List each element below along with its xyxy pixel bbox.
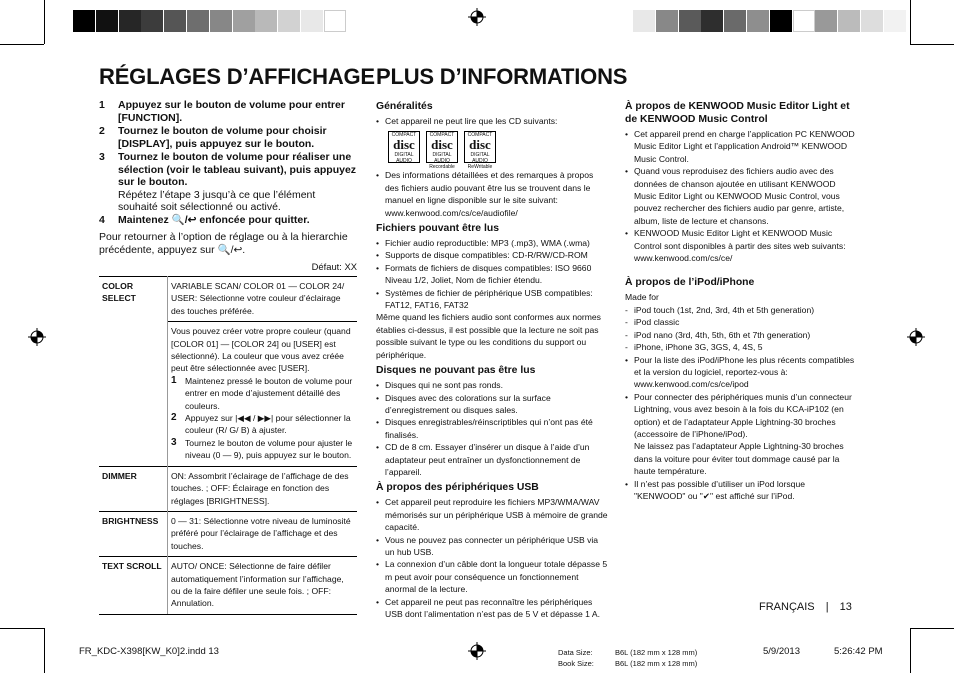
compact-disc-rewritable-logo: COMPACT disc DIGITAL AUDIO ReWritable [464, 131, 496, 163]
color-swatch [861, 10, 883, 32]
color-swatch [724, 10, 746, 32]
heading-usb-devices: À propos des périphériques USB [376, 482, 539, 494]
color-swatch [210, 10, 232, 32]
color-swatch [119, 10, 141, 32]
list-item: - iPod classic [625, 316, 855, 328]
list-item: • Disques avec des colorations sur la surface d’enregistrement ou disques sales. [376, 392, 608, 417]
setting-key: TEXT SCROLL [99, 557, 168, 615]
default-label: Défaut: XX [311, 261, 357, 272]
crop-mark [910, 628, 954, 629]
crop-mark [910, 0, 911, 44]
list-item: • Disques qui ne sont pas ronds. [376, 379, 608, 391]
print-time: 5:26:42 PM [834, 646, 883, 657]
crop-mark [0, 44, 44, 45]
heading-general: Généralités [376, 101, 433, 112]
color-swatch [301, 10, 323, 32]
list-item: • Cet appareil ne peut pas reconnaître les périphériques USB dont l’alimentation n’est pas de 5 V et dépasse 1 A. [376, 596, 608, 621]
color-swatch [633, 10, 655, 32]
crop-mark [44, 628, 45, 673]
page-number: 13 [839, 601, 852, 613]
middle-column [376, 97, 608, 620]
color-swatch [656, 10, 678, 32]
registration-mark-icon [28, 328, 46, 346]
page-footer [759, 601, 852, 613]
color-swatch [233, 10, 255, 32]
color-swatch [747, 10, 769, 32]
disc-logos [388, 131, 608, 171]
heading-kenwood-music: À propos de KENWOOD Music Editor Light et de KENWOOD Music Control [625, 101, 850, 125]
color-swatch [679, 10, 701, 32]
section-title-display-settings: RÉGLAGES D’AFFICHAGE [99, 64, 375, 89]
color-swatch [187, 10, 209, 32]
separator: | [825, 601, 829, 613]
color-swatch [141, 10, 163, 32]
list-item: • Cet appareil peut reproduire les fichiers MP3/WMA/WAV mémorisés sur un périphérique USB à mémoire de grande capacité. [376, 496, 608, 533]
book-size-value: B6L (182 mm x 128 mm) [615, 659, 698, 668]
color-swatch [73, 10, 95, 32]
setting-key: DIMMER [99, 466, 168, 511]
made-for-label: Made for [625, 292, 659, 303]
print-date: 5/9/2013 [763, 646, 800, 657]
table-row [99, 466, 357, 511]
audiofile-url: www.kenwood.com/cs/ce/audiofile/ [385, 207, 518, 218]
step-4: 4 Maintenez 🔍/↩ enfoncée pour quitter. [99, 214, 310, 226]
heading-ipod-iphone: À propos de l’iPod/iPhone [625, 277, 755, 289]
crop-mark [910, 44, 954, 45]
setting-value: ON: Assombrit l’éclairage de l’affichage de des touches. ; OFF: Éclairage en fonction des réglages [BRIGHTNESS]. [168, 466, 358, 511]
setting-key: BRIGHTNESS [99, 511, 168, 556]
list-item: • Pour connecter des périphériques munis d’un connecteur Lightning, vous avez besoin à la fois du KCA-iP102 (en option) et de l’adaptateur Apple Lightning-30 broches (accessoire de l’iPhone/iPod). [625, 391, 855, 441]
color-swatch [793, 10, 815, 32]
list-item: • Cet appareil ne peut lire que les CD suivants: [376, 115, 608, 127]
list-item: • CD de 8 cm. Essayer d’insérer un disque à l’aide d’un adaptateur peut entraîner un dysfonctionnement de l’appareil. [376, 441, 608, 478]
step-3: 3 Tournez le bouton de volume pour réaliser une sélection (voir le tableau suivant), puis appuyez sur le bouton. Répétez l’étape 3 jusqu’à ce que l’élément souhaité soit sélectionné ou activé. [99, 151, 357, 214]
registration-mark-icon [468, 642, 486, 660]
ipod-url: www.kenwood.com/cs/ce/ipod [634, 379, 749, 390]
color-swatch [324, 10, 346, 32]
step-3-note: Répétez l’étape 3 jusqu’à ce que l’élément souhaité soit sélectionné ou activé. [118, 188, 316, 214]
setting-detail: Vous pouvez créer votre propre couleur (quand [COLOR 01] — [COLOR 24] ou [USER] est sélectionné). La couleur que vous avez créée peut être sélectionnée avec [USER]. 1 Maintenez pressé le bouton de volume pour entrer en mode d’ajustement détaillé des couleurs. 2 Appuyez sur |◀◀ / ▶▶| pour sélectionner la couleur (R/ G/ B) à ajuster. 3 Tournez le bouton de volume pour ajuster le niveau (0 — 9), puis appuyez sur le bouton. [168, 322, 358, 466]
lightning-note: Ne laissez pas l’adaptateur Apple Lightning-30 broches dans la voiture pour éviter tout dommage causé par la haute température. [634, 441, 844, 477]
list-item: - iPhone, iPhone 3G, 3GS, 4, 4S, 5 [625, 341, 855, 353]
color-swatch [884, 10, 906, 32]
setting-key: COLOR SELECT [99, 277, 168, 467]
list-item: - iPod nano (3rd, 4th, 5th, 6th et 7th generation) [625, 329, 855, 341]
color-swatch [815, 10, 837, 32]
color-swatch [770, 10, 792, 32]
setting-value: 0 — 31: Sélectionne votre niveau de luminosité préféré pour l’éclairage de l’affichage et des touches. [168, 511, 358, 556]
color-swatch [701, 10, 723, 32]
list-item: • KENWOOD Music Editor Light et KENWOOD Music Control sont disponibles à partir des sites web suivants: [625, 227, 855, 252]
display-settings-table [99, 276, 357, 615]
list-item: • Fichier audio reproductible: MP3 (.mp3), WMA (.wma) [376, 237, 608, 249]
list-item: • Cet appareil prend en charge l’application PC KENWOOD Music Editor Light et l’application Android™ KENWOOD Music Control. [625, 128, 855, 165]
color-swatch [278, 10, 300, 32]
files-note: Même quand les fichiers audio sont conformes aux normes établies ci-dessus, il est possible que la lecture ne soit pas possible suivant le type ou les conditions du support ou périphérique. [376, 312, 601, 360]
list-item: • Vous ne pouvez pas connecter un périphérique USB via un hub USB. [376, 534, 608, 559]
language-label: FRANÇAIS [759, 601, 815, 613]
list-item: • Quand vous reproduisez des fichiers audio avec des données de chanson ajoutée en utilisant KENWOOD Music Editor Light ou KENWOOD Music Control, vous pouvez rechercher des fichiers audio par genre, artiste, album, liste de lecture et chansons. [625, 165, 855, 227]
list-item: • La connexion d’un câble dont la longueur totale dépasse 5 m peut avoir pour conséquence un fonctionnement anormal de la lecture. [376, 558, 608, 595]
data-size-value: B6L (182 mm x 128 mm) [615, 648, 698, 657]
list-item: • Disques enregistrables/réinscriptibles qui n’ont pas été finalisés. [376, 416, 608, 441]
registration-mark-icon [468, 8, 486, 26]
list-item: • Systèmes de fichier de périphérique USB compatibles: FAT12, FAT16, FAT32 [376, 287, 608, 312]
book-size-label: Book Size: [558, 659, 594, 668]
list-item: • Des informations détaillées et des remarques à propos des fichiers audio pouvant être lus se trouvent dans le manuel en ligne disponible sur le site suivant: [376, 169, 608, 206]
table-row [99, 511, 357, 556]
step-2: 2 Tournez le bouton de volume pour choisir [DISPLAY], puis appuyez sur le bouton. [99, 125, 327, 150]
color-swatch [164, 10, 186, 32]
crop-mark [910, 628, 911, 673]
list-item: - iPod touch (1st, 2nd, 3rd, 4th et 5th generation) [625, 304, 855, 316]
list-item: • Il n’est pas possible d’utiliser un iPod lorsque "KENWOOD" ou "✔" est affiché sur l’iPod. [625, 478, 855, 503]
return-instructions: Pour retourner à l’option de réglage ou à la hierarchie précédente, appuyez sur 🔍/↩. [99, 231, 348, 256]
table-row [99, 557, 357, 615]
color-swatch [96, 10, 118, 32]
step-1: 1 Appuyez sur le bouton de volume pour entrer [FUNCTION]. [99, 99, 345, 124]
list-item: • Supports de disque compatibles: CD-R/RW/CD-ROM [376, 249, 608, 261]
indd-filename: FR_KDC-X398[KW_K0]2.indd 13 [79, 646, 219, 657]
registration-mark-icon [907, 328, 925, 346]
color-swatch [255, 10, 277, 32]
heading-playable-files: Fichiers pouvant être lus [376, 223, 499, 235]
section-title-more-info: PLUS D’INFORMATIONS [376, 64, 628, 89]
right-column [625, 97, 855, 502]
setting-value: VARIABLE SCAN/ COLOR 01 — COLOR 24/ USER: Sélectionne votre couleur d’éclairage des touches préférée. [168, 277, 358, 322]
crop-mark [44, 0, 45, 44]
table-row [99, 277, 357, 322]
compact-disc-logo: COMPACT disc DIGITAL AUDIO [388, 131, 420, 163]
data-size-label: Data Size: [558, 648, 593, 657]
setting-value: AUTO/ ONCE: Sélectionne de faire défiler automatiquement l’information sur l’affichage, ou de la faire défiler une seule fois. ; OFF: Annulation. [168, 557, 358, 615]
list-item: • Formats de fichiers de disques compatibles: ISO 9660 Niveau 1/2, Joliet, Nom de fichier étendu. [376, 262, 608, 287]
list-item: • Pour la liste des iPod/iPhone les plus récents compatibles et la version du logiciel, reportez-vous à: [625, 354, 855, 379]
kenwood-url: www.kenwood.com/cs/ce/ [634, 253, 733, 264]
color-swatch [838, 10, 860, 32]
compact-disc-recordable-logo: COMPACT disc DIGITAL AUDIO Recordable [426, 131, 458, 163]
crop-mark [0, 628, 44, 629]
heading-unplayable-discs: Disques ne pouvant pas être lus [376, 365, 536, 377]
